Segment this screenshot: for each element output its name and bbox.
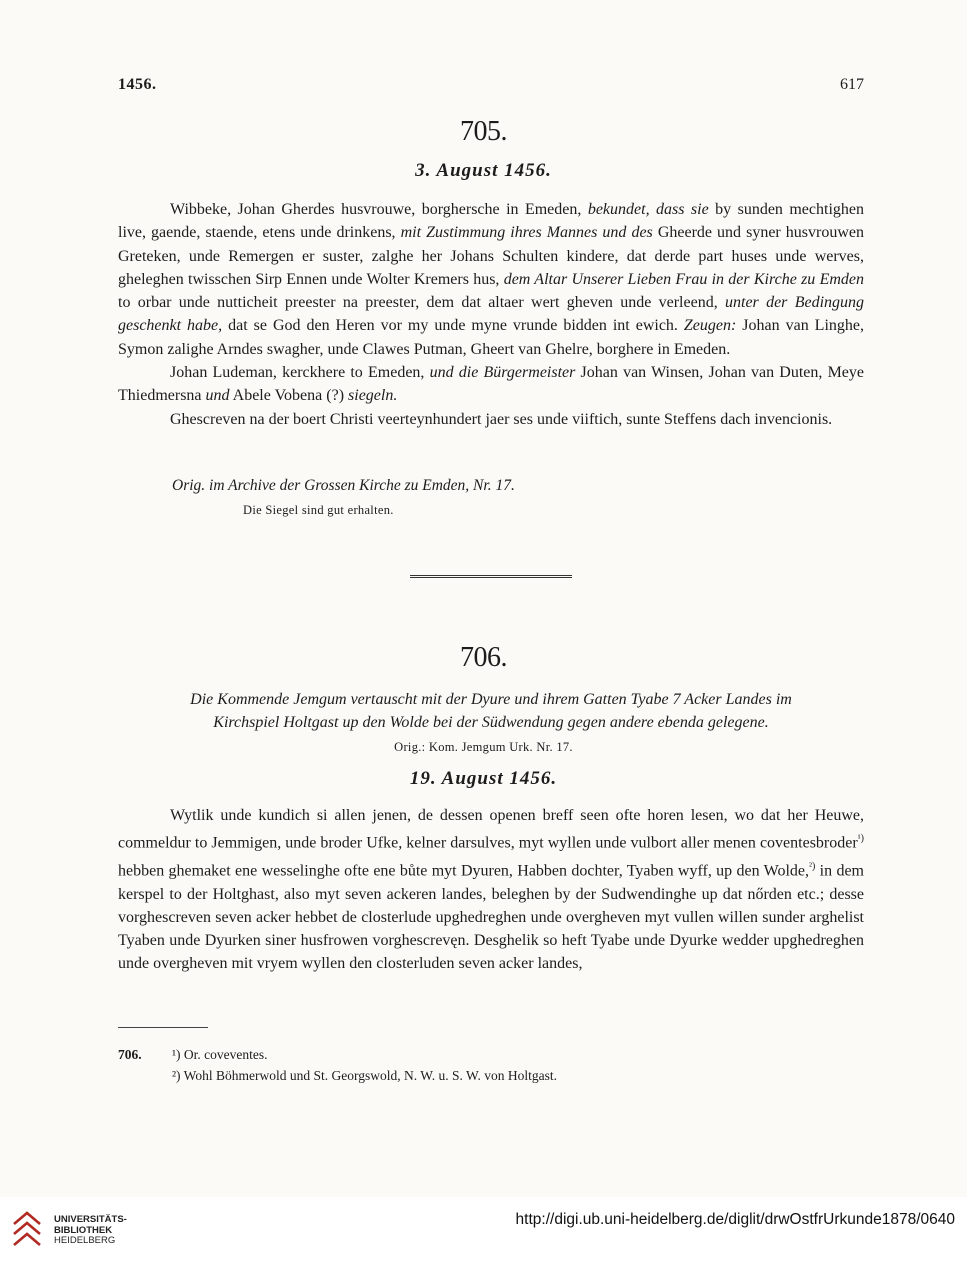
- text-run: Ghescreven na der boert Christi veerteynhundert jaer ses unde viiftich, sunte Steffens dach invencionis.: [170, 410, 833, 428]
- document-summary-706: [118, 688, 864, 734]
- library-name-line: BIBLIOTHEK: [54, 1224, 113, 1236]
- footnote-document-ref: 706.: [118, 1047, 142, 1062]
- footnote-2: ²) Wohl Böhmerwold und St. Georgswold, N. W. u. S. W. von Holtgast.: [172, 1068, 557, 1083]
- text-run: bekundet, dass sie: [587, 201, 709, 218]
- text-run: dem Altar Unserer Lieben Frau in der Kirche zu Emden: [503, 270, 864, 288]
- text-run: Zeugen:: [683, 317, 737, 335]
- university-library-logo-icon[interactable]: [12, 1210, 42, 1248]
- text-run: Johan Ludeman, kerckhere to Emeden,: [170, 364, 430, 382]
- text-run: Wytlik unde kundich si allen jenen, de dessen openen breff seen ofte horen lesen, wo dat her Heuwe, commeldur to Jemmigen, unde broder Ufke, kelner darsulves, myt wyllen unde vulbort aller menen coventesbroder: [118, 807, 864, 852]
- document-number-705: 705.: [460, 116, 507, 147]
- text-run: Wibbeke, Johan Gherdes husvrouwe, borghersche in Emeden,: [170, 201, 588, 218]
- text-run: dat se God den Heren vor my unde myne vrunde bidden int ewich.: [222, 317, 684, 335]
- section-divider: [410, 575, 572, 578]
- text-run: Johan van Linghe, Symon zalighe Arndes swagher, unde Clawes Putman, Gheert van Ghelre, borghere in Emeden.: [118, 317, 864, 358]
- library-name-line: UNIVERSITÄTS-: [54, 1214, 127, 1225]
- text-run: und: [205, 387, 230, 405]
- logo-shape: [14, 1213, 40, 1245]
- footnote-marker: ¹): [857, 833, 864, 845]
- footnote-1: ¹) Or. coveventes.: [172, 1047, 268, 1062]
- footnote-marker: ²): [809, 860, 816, 872]
- summary-line: Die Kommende Jemgum vertauscht mit der Dyure und ihrem Gatten Tyabe 7 Acker Landes im: [190, 691, 792, 708]
- library-name[interactable]: [54, 1215, 127, 1247]
- text-run: siegeln.: [348, 387, 398, 405]
- document-date-705: 3. August 1456.: [415, 160, 552, 181]
- library-name-line: HEIDELBERG: [54, 1235, 116, 1246]
- text-run: Gheerde und syner husvrouwen Greteken, unde Remergen er suster, zalghe her Johans Schulten kindere, dat derde part huses unde werves, gheleghen twisschen Sirp Ennen unde Wolter Kremers hus,: [118, 224, 864, 288]
- text-run: und die Bürgermeister: [429, 364, 576, 382]
- footnote-rule: [118, 1027, 208, 1028]
- header-year: 1456.: [118, 76, 157, 93]
- source-reference-705: Orig. im Archive der Grossen Kirche zu Emden, Nr. 17.: [172, 477, 515, 494]
- text-run: in dem kerspel to der Holtghast, also myt seven ackeren landes, beleghen by der Sudwendinghe up dat nőrden etc.; desse vorghescreven seven acker hebbet de closterlude upghedreghen unde overgheven myt vullen willen sunder arghelist Tyaben unde Dyurken siner husfrowen vorghescrevęn. Desghelik so heft Tyabe unde Dyurke wedder upghedreghen unde overgheven mit vryem wyllen den closterluden seven acker landes,: [118, 862, 864, 973]
- text-run: Abele Vobena (?): [229, 387, 349, 405]
- text-run: hebben ghemaket ene wesselinghe ofte ene bůte myt Dyuren, Habben dochter, Tyaben wyff, up den Wolde,: [118, 862, 810, 880]
- paragraph: [118, 361, 864, 408]
- permalink-url[interactable]: http://digi.ub.uni-heidelberg.de/diglit/drwOstfrUrkunde1878/0640: [515, 1211, 955, 1228]
- running-head: [118, 76, 864, 94]
- page-number: 617: [840, 76, 864, 93]
- original-reference-706: Orig.: Kom. Jemgum Urk. Nr. 17.: [394, 740, 573, 754]
- text-run: mit Zustimmung ihres Mannes und des: [400, 224, 653, 242]
- footnotes: [118, 1044, 557, 1086]
- paragraph: [118, 804, 864, 976]
- seal-note: Die Siegel sind gut erhalten.: [243, 503, 394, 517]
- document-date-706: 19. August 1456.: [409, 768, 558, 789]
- footer-bar: [0, 1197, 967, 1267]
- text-run: unter der Bedingung geschenkt habe,: [118, 294, 865, 335]
- text-run: Johan van Winsen, Johan van Duten, Meye Thiedmersna: [118, 364, 865, 405]
- document-body-705: [118, 198, 864, 431]
- paragraph: [118, 198, 864, 361]
- document-body-706: [118, 804, 864, 976]
- document-number-706: 706.: [460, 642, 507, 673]
- paragraph: [118, 408, 864, 431]
- summary-line: Kirchspiel Holtgast up den Wolde bei der Südwendung gegen andere ebenda gelegene.: [213, 714, 769, 731]
- text-run: to orbar unde nutticheit preester na preester, dem dat altaer wert gheven unde verleend,: [118, 294, 725, 312]
- text-run: by sunden mechtighen live, gaende, staende, etens unde drinkens,: [118, 201, 865, 242]
